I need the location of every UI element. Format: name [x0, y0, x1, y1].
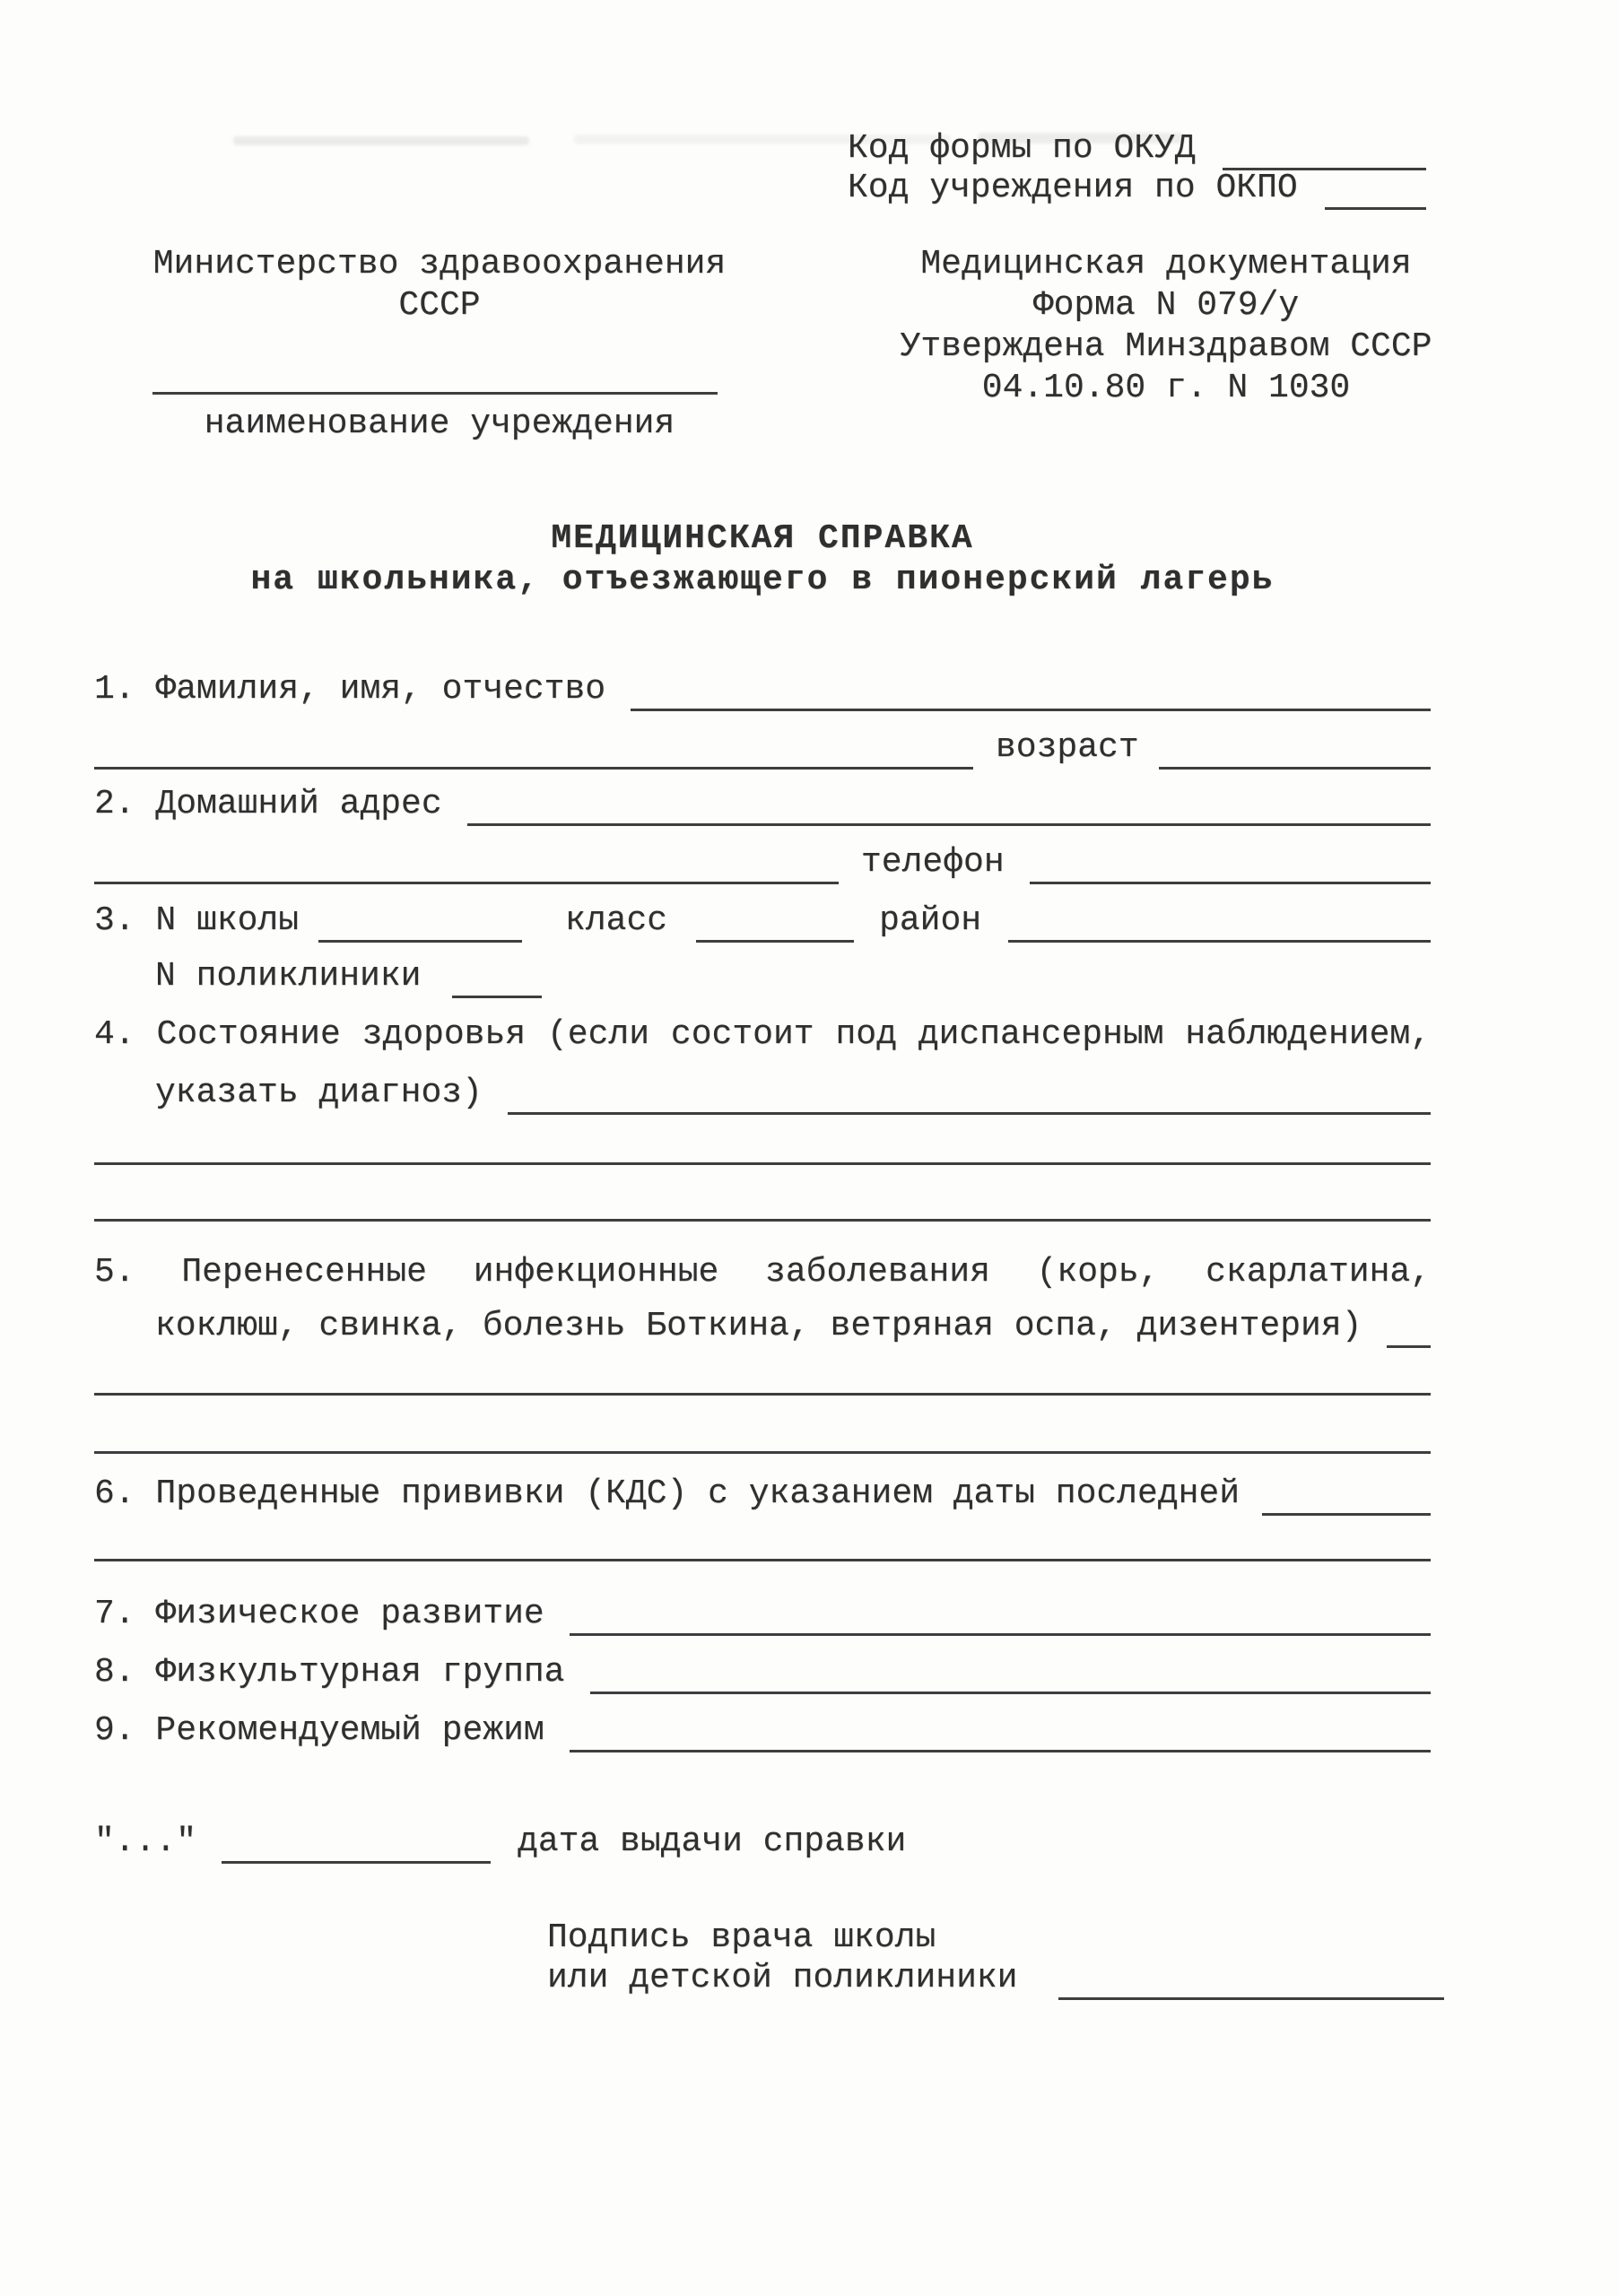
field-phone-label: телефон — [861, 843, 1005, 882]
field-address-blank-line — [467, 823, 1431, 826]
field-age-label: возраст — [996, 728, 1139, 767]
blank-rule — [94, 1219, 1431, 1222]
okpo-code-blank-line — [1325, 207, 1426, 210]
doc-info-line1: Медицинская документация — [920, 245, 1412, 283]
field-school-label: 3. N школы — [94, 901, 300, 940]
okud-code-label: Код формы по ОКУД — [848, 129, 1196, 168]
ministry-line1: Министерство здравоохранения — [152, 245, 727, 283]
signature-blank-line — [1058, 1997, 1445, 2000]
doc-info-block — [888, 244, 1444, 409]
field-address-blank-line2 — [94, 882, 839, 884]
okpo-code-row — [848, 169, 1426, 208]
field-sportgroup-label: 8. Физкультурная группа — [94, 1653, 565, 1692]
field-age-blank-line — [1159, 767, 1431, 770]
field-class-label: класс — [565, 901, 668, 940]
institution-caption-block — [99, 404, 780, 445]
field-clinic-blank-line — [452, 996, 542, 998]
issue-date-caption: дата выдачи справки — [518, 1822, 907, 1861]
institution-name-blank-line — [152, 392, 718, 395]
okpo-code-label: Код учреждения по ОКПО — [848, 169, 1298, 207]
signature-caption-line1: Подпись врача школы — [547, 1918, 936, 1957]
field-name-label: 1. Фамилия, имя, отчество — [94, 670, 606, 709]
blank-rule — [94, 1162, 1431, 1165]
field-sportgroup-row — [94, 1653, 1431, 1692]
okud-code-row — [848, 129, 1426, 169]
field-diseases-blank-line — [1387, 1345, 1431, 1348]
field-vaccinations-label: 6. Проведенные прививки (КДС) с указанием даты последней — [94, 1474, 1240, 1513]
signature-caption-line2: или детской поликлиники — [547, 1959, 1018, 1997]
blank-rule — [94, 1393, 1431, 1396]
field-address-label: 2. Домашний адрес — [94, 785, 442, 823]
doc-info-line4: 04.10.80 г. N 1030 — [981, 369, 1351, 407]
field-district-label: район — [879, 901, 982, 940]
issue-date-blank-line — [222, 1861, 491, 1864]
field-sportgroup-blank-line — [590, 1692, 1432, 1694]
field-class-blank-line — [696, 940, 854, 943]
field-address-cont-row — [94, 843, 1431, 883]
signature-row — [547, 1959, 1444, 1998]
field-diseases-line1: 5. Перенесенные инфекционные заболевания (корь, скарлатина, — [94, 1253, 1431, 1292]
field-phone-blank-line — [1030, 882, 1431, 884]
field-diseases-line2-row — [94, 1307, 1431, 1346]
field-health-line2-row — [94, 1074, 1431, 1113]
ministry-block — [99, 244, 780, 326]
field-physical-row — [94, 1595, 1431, 1634]
day-quote: "..." — [94, 1822, 197, 1861]
field-name-blank-line2 — [94, 767, 973, 770]
field-physical-blank-line — [570, 1633, 1431, 1636]
form-title-line1: МЕДИЦИНСКАЯ СПРАВКА — [551, 519, 974, 558]
field-school-blank-line — [318, 940, 522, 943]
field-vaccinations-row — [94, 1474, 1431, 1514]
field-clinic-label: N поликлиники — [155, 957, 422, 996]
institution-name-caption: наименование учреждения — [204, 404, 675, 443]
scan-artifact — [233, 136, 529, 145]
field-regime-row — [94, 1711, 1431, 1751]
field-health-line1: 4. Состояние здоровья (если состоит под диспансерным наблюдением, — [94, 1015, 1431, 1054]
field-diagnosis-blank-line — [508, 1112, 1431, 1115]
doc-info-line2: Форма N 079/у — [1032, 286, 1300, 325]
field-clinic-row — [94, 957, 1431, 996]
field-diseases-line2-label: коклюш, свинка, болезнь Боткина, ветряная оспа, дизентерия) — [155, 1307, 1362, 1345]
field-vaccinations-blank-line — [1262, 1513, 1431, 1516]
field-regime-blank-line — [570, 1750, 1431, 1752]
field-health-line2-label: указать диагноз) — [155, 1074, 483, 1112]
field-name-blank-line — [631, 709, 1431, 711]
field-physical-label: 7. Физическое развитие — [94, 1595, 544, 1633]
issue-date-row — [94, 1822, 1431, 1862]
field-name-cont-row — [94, 728, 1431, 768]
field-school-row — [94, 901, 1431, 941]
field-name-row — [94, 670, 1431, 709]
form-title-line2: на школьника, отъезжающего в пионерский лагерь — [250, 561, 1275, 599]
blank-rule — [94, 1451, 1431, 1454]
form-title — [94, 518, 1431, 601]
field-regime-label: 9. Рекомендуемый режим — [94, 1711, 544, 1750]
field-district-blank-line — [1008, 940, 1431, 943]
ministry-line2: СССР — [398, 286, 481, 325]
doc-info-line3: Утверждена Минздравом СССР — [900, 327, 1432, 366]
blank-rule — [94, 1559, 1431, 1561]
field-address-row — [94, 785, 1431, 824]
